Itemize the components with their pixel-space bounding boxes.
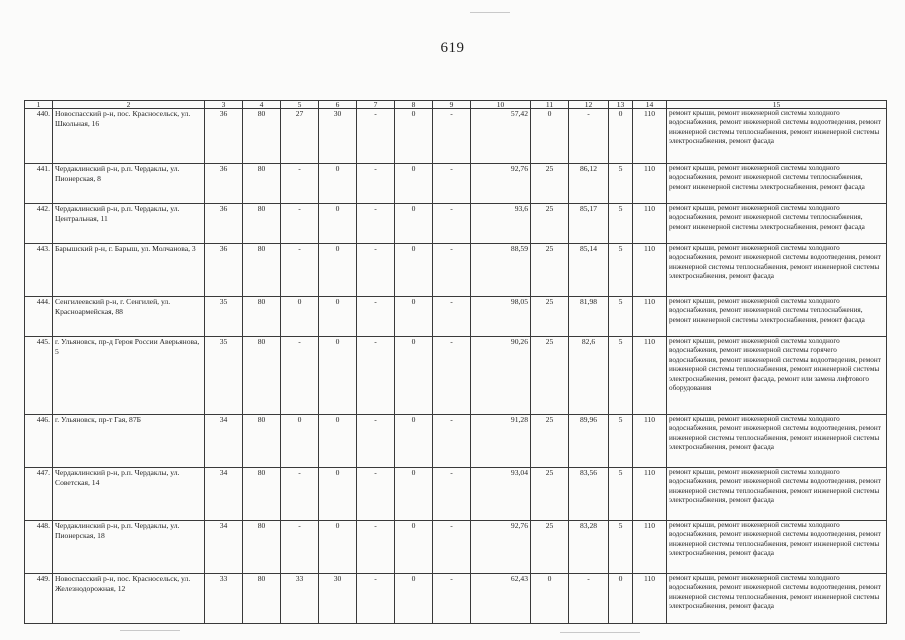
col-header-12: 12 (569, 101, 609, 109)
cell-c10: 91,28 (471, 415, 531, 468)
cell-c11: 0 (531, 109, 569, 164)
cell-c6: 0 (319, 204, 357, 244)
cell-n: 445. (25, 337, 53, 415)
cell-c4: 80 (243, 244, 281, 297)
cell-address: г. Ульяновск, пр-т Гая, 87Б (53, 415, 205, 468)
cell-c4: 80 (243, 297, 281, 337)
cell-c9: - (433, 297, 471, 337)
cell-c13: 5 (609, 244, 633, 297)
cell-c13: 5 (609, 521, 633, 574)
cell-c3: 34 (205, 521, 243, 574)
cell-c3: 34 (205, 468, 243, 521)
cell-c14: 110 (633, 297, 667, 337)
cell-c7: - (357, 204, 395, 244)
table-row (25, 521, 887, 574)
cell-c5: 0 (281, 415, 319, 468)
cell-c12: 86,12 (569, 164, 609, 204)
col-header-2: 2 (53, 101, 205, 109)
table-row (25, 415, 887, 468)
cell-address: Новоспасский р-н, пос. Красносельск, ул. Школьная, 16 (53, 109, 205, 164)
col-header-8: 8 (395, 101, 433, 109)
col-header-4: 4 (243, 101, 281, 109)
page-number: 619 (440, 40, 465, 56)
cell-c7: - (357, 297, 395, 337)
cell-c12: 89,96 (569, 415, 609, 468)
cell-c3: 36 (205, 244, 243, 297)
cell-n: 446. (25, 415, 53, 468)
cell-c6: 0 (319, 415, 357, 468)
cell-c14: 110 (633, 164, 667, 204)
cell-c13: 5 (609, 164, 633, 204)
cell-c10: 93,04 (471, 468, 531, 521)
cell-c3: 34 (205, 415, 243, 468)
cell-c6: 0 (319, 468, 357, 521)
cell-c9: - (433, 164, 471, 204)
cell-n: 440. (25, 109, 53, 164)
cell-c7: - (357, 415, 395, 468)
col-header-3: 3 (205, 101, 243, 109)
cell-address: г. Ульяновск, пр-д Героя России Аверьянова, 5 (53, 337, 205, 415)
cell-c8: 0 (395, 204, 433, 244)
cell-n: 449. (25, 574, 53, 624)
cell-c6: 30 (319, 574, 357, 624)
cell-c7: - (357, 109, 395, 164)
col-header-1: 1 (25, 101, 53, 109)
cell-c11: 25 (531, 204, 569, 244)
cell-c3: 36 (205, 204, 243, 244)
cell-c4: 80 (243, 521, 281, 574)
cell-c10: 93,6 (471, 204, 531, 244)
table-row (25, 297, 887, 337)
cell-c4: 80 (243, 164, 281, 204)
cell-address: Чердаклинский р-н, р.п. Чердаклы, ул. Пионерская, 8 (53, 164, 205, 204)
cell-c6: 0 (319, 521, 357, 574)
cell-c5: - (281, 164, 319, 204)
cell-c4: 80 (243, 415, 281, 468)
cell-c9: - (433, 337, 471, 415)
cell-c7: - (357, 574, 395, 624)
cell-c14: 110 (633, 109, 667, 164)
cell-c5: - (281, 337, 319, 415)
cell-c9: - (433, 574, 471, 624)
cell-c8: 0 (395, 337, 433, 415)
scan-mark (560, 632, 640, 633)
register-table (24, 100, 887, 624)
cell-c11: 25 (531, 337, 569, 415)
cell-c11: 0 (531, 574, 569, 624)
cell-c8: 0 (395, 468, 433, 521)
cell-c3: 35 (205, 337, 243, 415)
cell-c10: 98,05 (471, 297, 531, 337)
table-row (25, 337, 887, 415)
scan-mark (470, 12, 510, 13)
cell-works: ремонт крыши, ремонт инженерной системы холодного водоснабжения, ремонт инженерной системы теплоснабжения, ремонт инженерной системы электроснабжения, ремонт фасада (667, 204, 887, 244)
cell-c14: 110 (633, 337, 667, 415)
cell-c5: - (281, 244, 319, 297)
cell-c12: - (569, 574, 609, 624)
cell-c5: - (281, 468, 319, 521)
cell-c6: 0 (319, 297, 357, 337)
cell-works: ремонт крыши, ремонт инженерной системы холодного водоснабжения, ремонт инженерной системы горячего водоснабжения, ремонт инженерной системы водоотведения, ремонт инженерной системы теплоснабжения, ремонт инженерной системы электроснабжения, ремонт фасада, ремонт или замена лифтового оборудования (667, 337, 887, 415)
cell-c14: 110 (633, 204, 667, 244)
cell-address: Чердаклинский р-н, р.п. Чердаклы, ул. Пионерская, 18 (53, 521, 205, 574)
cell-c10: 92,76 (471, 164, 531, 204)
cell-c12: - (569, 109, 609, 164)
cell-c9: - (433, 244, 471, 297)
cell-c5: - (281, 521, 319, 574)
cell-works: ремонт крыши, ремонт инженерной системы холодного водоснабжения, ремонт инженерной системы водоотведения, ремонт инженерной системы теплоснабжения, ремонт инженерной системы электроснабжения, ремонт фасада (667, 244, 887, 297)
table-row (25, 164, 887, 204)
cell-works: ремонт крыши, ремонт инженерной системы холодного водоснабжения, ремонт инженерной системы водоотведения, ремонт инженерной системы теплоснабжения, ремонт инженерной системы электроснабжения, ремонт фасада (667, 109, 887, 164)
cell-c12: 85,14 (569, 244, 609, 297)
cell-c5: 33 (281, 574, 319, 624)
cell-c3: 36 (205, 164, 243, 204)
cell-c8: 0 (395, 574, 433, 624)
col-header-9: 9 (433, 101, 471, 109)
cell-c3: 33 (205, 574, 243, 624)
cell-c14: 110 (633, 244, 667, 297)
cell-c11: 25 (531, 164, 569, 204)
cell-c12: 81,98 (569, 297, 609, 337)
cell-c13: 0 (609, 574, 633, 624)
cell-c8: 0 (395, 109, 433, 164)
cell-c8: 0 (395, 415, 433, 468)
cell-c3: 36 (205, 109, 243, 164)
col-header-6: 6 (319, 101, 357, 109)
cell-c7: - (357, 164, 395, 204)
col-header-7: 7 (357, 101, 395, 109)
cell-n: 442. (25, 204, 53, 244)
cell-c4: 80 (243, 337, 281, 415)
cell-c14: 110 (633, 415, 667, 468)
col-header-15: 15 (667, 101, 887, 109)
table-row (25, 109, 887, 164)
cell-c6: 0 (319, 244, 357, 297)
cell-c9: - (433, 109, 471, 164)
cell-c6: 30 (319, 109, 357, 164)
cell-c9: - (433, 204, 471, 244)
cell-c12: 83,28 (569, 521, 609, 574)
table-row (25, 244, 887, 297)
cell-c8: 0 (395, 164, 433, 204)
cell-address: Барышский р-н, г. Барыш, ул. Молчанова, 3 (53, 244, 205, 297)
cell-c8: 0 (395, 244, 433, 297)
cell-c4: 80 (243, 204, 281, 244)
cell-c8: 0 (395, 521, 433, 574)
col-header-5: 5 (281, 101, 319, 109)
cell-n: 448. (25, 521, 53, 574)
cell-c11: 25 (531, 244, 569, 297)
table-row (25, 574, 887, 624)
cell-address: Новоспасский р-н, пос. Красносельск, ул. Железнодорожная, 12 (53, 574, 205, 624)
cell-c13: 0 (609, 109, 633, 164)
cell-c10: 88,59 (471, 244, 531, 297)
cell-c11: 25 (531, 415, 569, 468)
cell-n: 447. (25, 468, 53, 521)
cell-n: 444. (25, 297, 53, 337)
cell-address: Чердаклинский р-н, р.п. Чердаклы, ул. Центральная, 11 (53, 204, 205, 244)
cell-works: ремонт крыши, ремонт инженерной системы холодного водоснабжения, ремонт инженерной системы теплоснабжения, ремонт инженерной системы электроснабжения, ремонт фасада (667, 164, 887, 204)
cell-c12: 82,6 (569, 337, 609, 415)
col-header-14: 14 (633, 101, 667, 109)
cell-c6: 0 (319, 164, 357, 204)
cell-c8: 0 (395, 297, 433, 337)
col-header-10: 10 (471, 101, 531, 109)
cell-c13: 5 (609, 468, 633, 521)
table-row (25, 468, 887, 521)
cell-n: 443. (25, 244, 53, 297)
cell-works: ремонт крыши, ремонт инженерной системы холодного водоснабжения, ремонт инженерной системы водоотведения, ремонт инженерной системы теплоснабжения, ремонт инженерной системы электроснабжения, ремонт фасада (667, 415, 887, 468)
cell-c14: 110 (633, 574, 667, 624)
cell-c11: 25 (531, 521, 569, 574)
cell-c7: - (357, 521, 395, 574)
cell-c5: 0 (281, 297, 319, 337)
cell-c13: 5 (609, 415, 633, 468)
cell-c5: 27 (281, 109, 319, 164)
cell-c7: - (357, 468, 395, 521)
cell-works: ремонт крыши, ремонт инженерной системы холодного водоснабжения, ремонт инженерной системы водоотведения, ремонт инженерной системы теплоснабжения, ремонт инженерной системы электроснабжения, ремонт фасада (667, 574, 887, 624)
cell-c9: - (433, 415, 471, 468)
cell-c12: 85,17 (569, 204, 609, 244)
cell-c6: 0 (319, 337, 357, 415)
cell-c14: 110 (633, 521, 667, 574)
cell-c4: 80 (243, 574, 281, 624)
cell-works: ремонт крыши, ремонт инженерной системы холодного водоснабжения, ремонт инженерной системы водоотведения, ремонт инженерной системы теплоснабжения, ремонт инженерной системы электроснабжения, ремонт фасада (667, 521, 887, 574)
cell-address: Сенгилеевский р-н, г. Сенгилей, ул. Красноармейская, 88 (53, 297, 205, 337)
col-header-13: 13 (609, 101, 633, 109)
cell-c10: 92,76 (471, 521, 531, 574)
cell-c11: 25 (531, 297, 569, 337)
cell-c10: 62,43 (471, 574, 531, 624)
column-number-row (25, 101, 887, 109)
cell-c13: 5 (609, 204, 633, 244)
col-header-11: 11 (531, 101, 569, 109)
scan-mark (120, 630, 180, 631)
table-row (25, 204, 887, 244)
cell-n: 441. (25, 164, 53, 204)
cell-c10: 90,26 (471, 337, 531, 415)
cell-works: ремонт крыши, ремонт инженерной системы холодного водоснабжения, ремонт инженерной системы водоотведения, ремонт инженерной системы теплоснабжения, ремонт инженерной системы электроснабжения, ремонт фасада (667, 468, 887, 521)
cell-c14: 110 (633, 468, 667, 521)
cell-address: Чердаклинский р-н, р.п. Чердаклы, ул. Советская, 14 (53, 468, 205, 521)
cell-c13: 5 (609, 337, 633, 415)
cell-c7: - (357, 244, 395, 297)
cell-c11: 25 (531, 468, 569, 521)
cell-c4: 80 (243, 109, 281, 164)
cell-c12: 83,56 (569, 468, 609, 521)
cell-c4: 80 (243, 468, 281, 521)
cell-works: ремонт крыши, ремонт инженерной системы холодного водоснабжения, ремонт инженерной системы теплоснабжения, ремонт инженерной системы электроснабжения, ремонт фасада (667, 297, 887, 337)
cell-c13: 5 (609, 297, 633, 337)
cell-c3: 35 (205, 297, 243, 337)
cell-c7: - (357, 337, 395, 415)
cell-c9: - (433, 468, 471, 521)
cell-c5: - (281, 204, 319, 244)
cell-c9: - (433, 521, 471, 574)
cell-c10: 57,42 (471, 109, 531, 164)
